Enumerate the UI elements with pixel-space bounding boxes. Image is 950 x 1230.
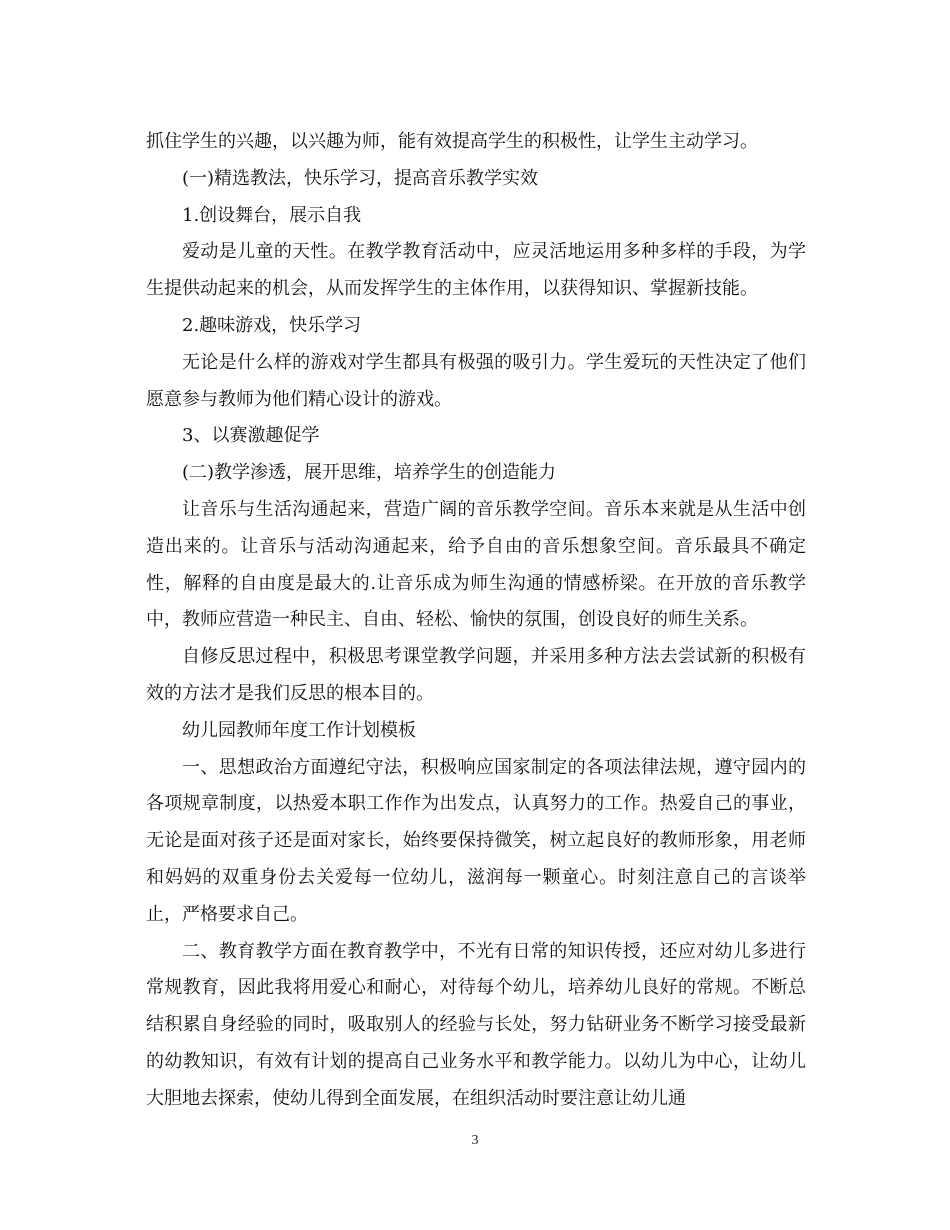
- section-heading-teaching-methods: (一)精选教法，快乐学习，提高音乐教学实效: [182, 167, 539, 189]
- subheading-create-stage: 1.创设舞台，展示自我: [182, 204, 362, 226]
- section-heading-teaching-penetration: (二)教学渗透，展开思维，培养学生的创造能力: [182, 462, 557, 484]
- paragraph-political: 一、思想政治方面遵纪守法，积极响应国家制定的各项法律法规，遵守园内的各项规章制度，以热爱本职工作作为出发点，认真努力的工作。热爱自己的事业，无论是面对孩子还是面对家长，始终要保持微笑，树立起良好的教师形象，用老师和妈妈的双重身份去关爱每一位幼儿，滋润每一颗童心。时刻注意自己的言谈举止，严格要求自己。: [146, 756, 806, 925]
- subheading-competition: 3、以赛激趣促学: [182, 425, 320, 447]
- paragraph-active-nature: 爱动是儿童的天性。在教学教育活动中，应灵活地运用多种多样的手段，为学生提供动起来的机会，从而发挥学生的主体作用，以获得知识、掌握新技能。: [146, 241, 806, 300]
- subheading-fun-games: 2.趣味游戏，快乐学习: [182, 314, 362, 336]
- paragraph-reflection: 自修反思过程中，积极思考课堂教学问题，并采用多种方法去尝试新的积极有效的方法才是我们反思的根本目的。: [146, 646, 806, 704]
- document-body: [146, 124, 806, 1118]
- paragraph-continuation: 抓住学生的兴趣，以兴趣为师，能有效提高学生的积极性，让学生主动学习。: [146, 131, 758, 152]
- paragraph-education: 二、教育教学方面在教育教学中，不光有日常的知识传授，还应对幼儿多进行常规教育，因此我将用爱心和耐心，对待每个幼儿，培养幼儿良好的常规。不断总结积累自身经验的同时，吸取别人的经验与长处，努力钻研业务不断学习接受最新的幼教知识，有效有计划的提高自己业务水平和教学能力。以幼儿为中心，让幼儿大胆地去探索，使幼儿得到全面发展，在组织活动时要注意让幼儿通: [146, 940, 806, 1109]
- paragraph-games: 无论是什么样的游戏对学生都具有极强的吸引力。学生爱玩的天性决定了他们愿意参与教师为他们精心设计的游戏。: [146, 351, 806, 410]
- paragraph-music-life: 让音乐与生活沟通起来，营造广阔的音乐教学空间。音乐本来就是从生活中创造出来的。让音乐与活动沟通起来，给予自由的音乐想象空间。音乐最具不确定性，解释的自由度是最大的.让音乐成为师生沟通的情感桥梁。在开放的音乐教学中，教师应营造一种民主、自由、轻松、愉快的氛围，创设良好的师生关系。: [146, 498, 806, 631]
- page-number: 3: [471, 1133, 479, 1148]
- document-section-title: 幼儿园教师年度工作计划模板: [182, 719, 416, 741]
